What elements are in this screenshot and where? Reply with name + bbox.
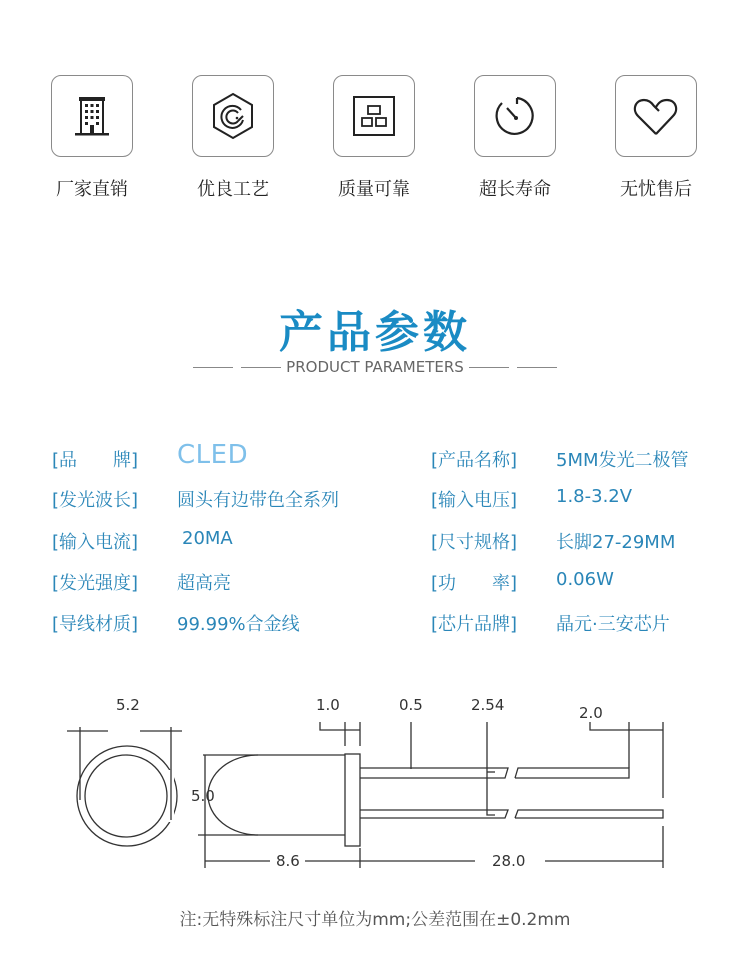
timer-dial-icon [487, 88, 543, 144]
param-value: 5MM发光二极管 [556, 450, 689, 471]
dim-lead-pitch: 2.54 [471, 696, 505, 714]
hexagon-craft-icon [205, 88, 261, 144]
feature-icon-box [474, 75, 556, 157]
divider-line [469, 367, 509, 368]
dimension-drawing-svg [0, 680, 750, 880]
feature-quality [331, 75, 417, 201]
param-value: 99.99%合金线 [177, 614, 300, 635]
param-key: [输入电流] [52, 532, 139, 553]
param-value: 1.8-3.2V [556, 486, 633, 507]
dim-lead-width: 0.5 [399, 696, 423, 714]
feature-icon-box [615, 75, 697, 157]
footnote: 注:无特殊标注尺寸单位为mm;公差范围在±0.2mm [179, 910, 571, 930]
section-title: 产品参数 [279, 307, 471, 358]
param-value: 长脚27-29MM [556, 532, 676, 553]
dim-lead-length: 28.0 [492, 852, 526, 870]
dim-body-diameter: 5.0 [191, 787, 215, 805]
feature-long-life [472, 75, 558, 201]
dim-flange: 1.0 [316, 696, 340, 714]
divider-line [193, 367, 233, 368]
feature-icon-box [192, 75, 274, 157]
building-icon [64, 88, 120, 144]
feature-craftsmanship [190, 75, 276, 201]
param-value: 圆头有边带色全系列 [177, 490, 339, 511]
param-value: 20MA [182, 528, 233, 549]
param-value: 超高亮 [177, 573, 231, 594]
feature-label: 超长寿命 [479, 179, 551, 200]
quality-box-icon [346, 88, 402, 144]
feature-icon-box [333, 75, 415, 157]
param-key: [发光强度] [52, 573, 139, 594]
feature-label: 优良工艺 [197, 179, 269, 200]
param-key: [芯片品牌] [431, 614, 518, 635]
param-key: [输入电压] [431, 490, 518, 511]
led-dimension-drawing [0, 680, 750, 880]
feature-label: 无忧售后 [620, 179, 692, 200]
dim-front-diameter: 5.2 [116, 696, 140, 714]
param-key: [发光波长] [52, 490, 139, 511]
section-subtitle-row [0, 358, 750, 376]
param-key: [导线材质] [52, 614, 139, 635]
param-key: [功 率] [431, 573, 518, 594]
dim-lead-offset: 2.0 [579, 704, 603, 722]
param-key: [品 牌] [52, 450, 139, 471]
divider-line [241, 367, 281, 368]
param-value: 0.06W [556, 569, 614, 590]
divider-line [517, 367, 557, 368]
param-value: 晶元·三安芯片 [556, 614, 670, 635]
section-subtitle: PRODUCT PARAMETERS [286, 358, 464, 376]
feature-factory-direct [49, 75, 135, 201]
param-key: [产品名称] [431, 450, 518, 471]
feature-icon-box [51, 75, 133, 157]
feature-label: 厂家直销 [56, 179, 128, 200]
feature-after-sales [613, 75, 699, 201]
param-key: [尺寸规格] [431, 532, 518, 553]
feature-strip [0, 0, 750, 220]
dim-body-length: 8.6 [276, 852, 300, 870]
param-value-brand: CLED [177, 440, 249, 470]
feature-label: 质量可靠 [338, 179, 410, 200]
heart-icon [628, 88, 684, 144]
